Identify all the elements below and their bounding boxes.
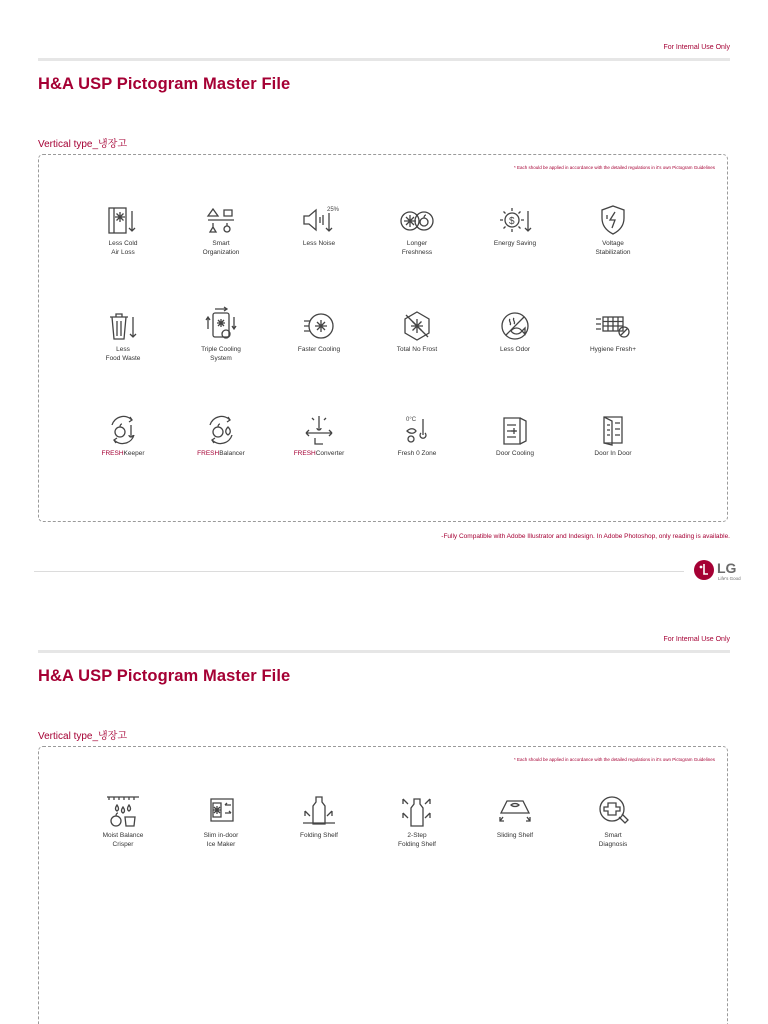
less-odor-icon bbox=[498, 309, 532, 343]
door-in-door-icon bbox=[596, 413, 630, 447]
pictogram-item bbox=[274, 309, 364, 355]
pictogram-panel bbox=[38, 154, 728, 522]
slim-in-door-ice-maker-icon bbox=[201, 793, 241, 829]
pictogram-label: Total No Frost bbox=[396, 346, 438, 353]
pictogram-label: Door In Door bbox=[594, 450, 632, 457]
internal-use-label: For Internal Use Only bbox=[663, 636, 730, 643]
folding-shelf-icon bbox=[299, 793, 339, 829]
pictogram-label: Less Food Waste bbox=[105, 346, 141, 362]
header-rule bbox=[38, 58, 730, 61]
pictogram-label: 2-Step Folding Shelf bbox=[398, 832, 436, 848]
section-subtitle: Vertical type_냉장고 bbox=[38, 731, 128, 742]
pictogram-item bbox=[568, 413, 658, 459]
pictogram-label: Smart Diagnosis bbox=[598, 832, 628, 848]
pictogram-item bbox=[568, 203, 658, 257]
fresh-prefix: FRESH bbox=[197, 450, 220, 457]
label-suffix: Keeper bbox=[123, 450, 145, 457]
less-cold-air-loss-icon bbox=[106, 203, 140, 237]
faster-cooling-icon bbox=[302, 309, 336, 343]
pictogram-label: Faster Cooling bbox=[297, 346, 341, 353]
pictogram-item bbox=[274, 793, 364, 841]
pictogram-item bbox=[372, 413, 462, 459]
pictogram-item bbox=[78, 309, 168, 363]
label-suffix: Balancer bbox=[219, 450, 245, 457]
section-subtitle: Vertical type_냉장고 bbox=[38, 139, 128, 150]
smart-organization-icon bbox=[204, 203, 238, 237]
internal-use-label: For Internal Use Only bbox=[663, 44, 730, 51]
pictogram-label: Fresh 0 Zone bbox=[397, 450, 437, 457]
total-no-frost-icon bbox=[400, 309, 434, 343]
zone-badge: 0°C bbox=[406, 417, 417, 423]
label-suffix: Converter bbox=[315, 450, 345, 457]
moist-balance-crisper-icon bbox=[103, 793, 143, 829]
pictogram-item bbox=[274, 203, 364, 249]
page-2 bbox=[0, 592, 768, 1024]
page-title: H&A USP Pictogram Master File bbox=[38, 75, 291, 93]
pictogram-label: Moist Balance Crisper bbox=[102, 832, 144, 848]
pictogram-label: Triple Cooling System bbox=[201, 346, 241, 362]
pictogram-label: Smart Organization bbox=[202, 240, 240, 256]
guideline-note: * Each should be applied in accordance with the detailed regulations in it's own Pictogram Guidelines bbox=[514, 757, 715, 762]
footer-rule bbox=[34, 571, 684, 572]
pictogram-label: Less Odor bbox=[500, 346, 530, 353]
longer-freshness-icon bbox=[397, 203, 437, 237]
pictogram-label: Sliding Shelf bbox=[496, 832, 534, 839]
pictogram-label: Slim in-door Ice Maker bbox=[203, 832, 239, 848]
pictogram-item bbox=[78, 413, 168, 459]
smart-diagnosis-icon bbox=[593, 793, 633, 829]
sliding-shelf-icon bbox=[495, 793, 535, 829]
pictogram-item bbox=[274, 413, 364, 459]
fresh-prefix: FRESH bbox=[293, 450, 316, 457]
header-rule bbox=[38, 650, 730, 653]
pictogram-label: Less Noise bbox=[302, 240, 336, 247]
less-food-waste-icon bbox=[106, 309, 140, 343]
pictogram-item bbox=[176, 303, 266, 363]
pictogram-item bbox=[372, 309, 462, 355]
pictogram-item bbox=[568, 793, 658, 849]
pictogram-label: Folding Shelf bbox=[300, 832, 338, 839]
pictogram-item bbox=[372, 203, 462, 257]
pictogram-label: Less Cold Air Loss bbox=[108, 240, 138, 256]
noise-badge: 25% bbox=[327, 207, 339, 213]
fresh-prefix: FRESH bbox=[101, 450, 124, 457]
pictogram-item bbox=[176, 203, 266, 257]
pictogram-item bbox=[176, 413, 266, 459]
freshkeeper-icon bbox=[106, 413, 140, 447]
lg-logo-text: LG bbox=[717, 560, 737, 576]
lg-logo-mark-icon bbox=[694, 560, 714, 580]
two-step-folding-shelf-icon bbox=[397, 793, 437, 829]
door-cooling-icon bbox=[498, 413, 532, 447]
freshbalancer-icon bbox=[204, 413, 238, 447]
lg-tagline: Life's Good bbox=[718, 576, 741, 581]
hygiene-fresh-plus-icon bbox=[593, 309, 633, 343]
pictogram-item bbox=[470, 793, 560, 841]
freshconverter-icon bbox=[302, 413, 336, 447]
pictogram-item bbox=[78, 793, 168, 849]
pictogram-label bbox=[78, 450, 168, 459]
page-title: H&A USP Pictogram Master File bbox=[38, 667, 291, 685]
pictogram-item bbox=[176, 793, 266, 849]
svg-text:$: $ bbox=[509, 216, 515, 227]
pictogram-label: Hygiene Fresh+ bbox=[589, 346, 637, 353]
pictogram-item bbox=[372, 793, 462, 849]
pictogram-item bbox=[470, 413, 560, 459]
pictogram-item bbox=[470, 309, 560, 355]
pictogram-label: Door Cooling bbox=[496, 450, 534, 457]
less-noise-icon bbox=[299, 203, 339, 237]
pictogram-panel bbox=[38, 746, 728, 1024]
pictogram-label: Longer Freshness bbox=[401, 240, 433, 256]
pictogram-label: Voltage Stabilization bbox=[595, 240, 631, 256]
pictogram-item bbox=[568, 309, 658, 355]
fresh-0-zone-icon bbox=[400, 413, 434, 447]
pictogram-item bbox=[78, 203, 168, 257]
energy-saving-icon bbox=[495, 203, 535, 237]
pictogram-label bbox=[274, 450, 364, 459]
guideline-note: * Each should be applied in accordance with the detailed regulations in it's own Pictogram Guidelines bbox=[514, 165, 715, 170]
pictogram-label: Energy Saving bbox=[493, 240, 537, 247]
pictogram-item bbox=[470, 203, 560, 249]
voltage-stabilization-icon bbox=[596, 203, 630, 237]
compatibility-note: -Fully Compatible with Adobe Illustrator and Indesign. In Adobe Photoshop, only reading is available. bbox=[441, 533, 730, 540]
pictogram-label bbox=[176, 450, 266, 459]
triple-cooling-system-icon bbox=[201, 303, 241, 343]
lg-logo bbox=[694, 558, 754, 584]
